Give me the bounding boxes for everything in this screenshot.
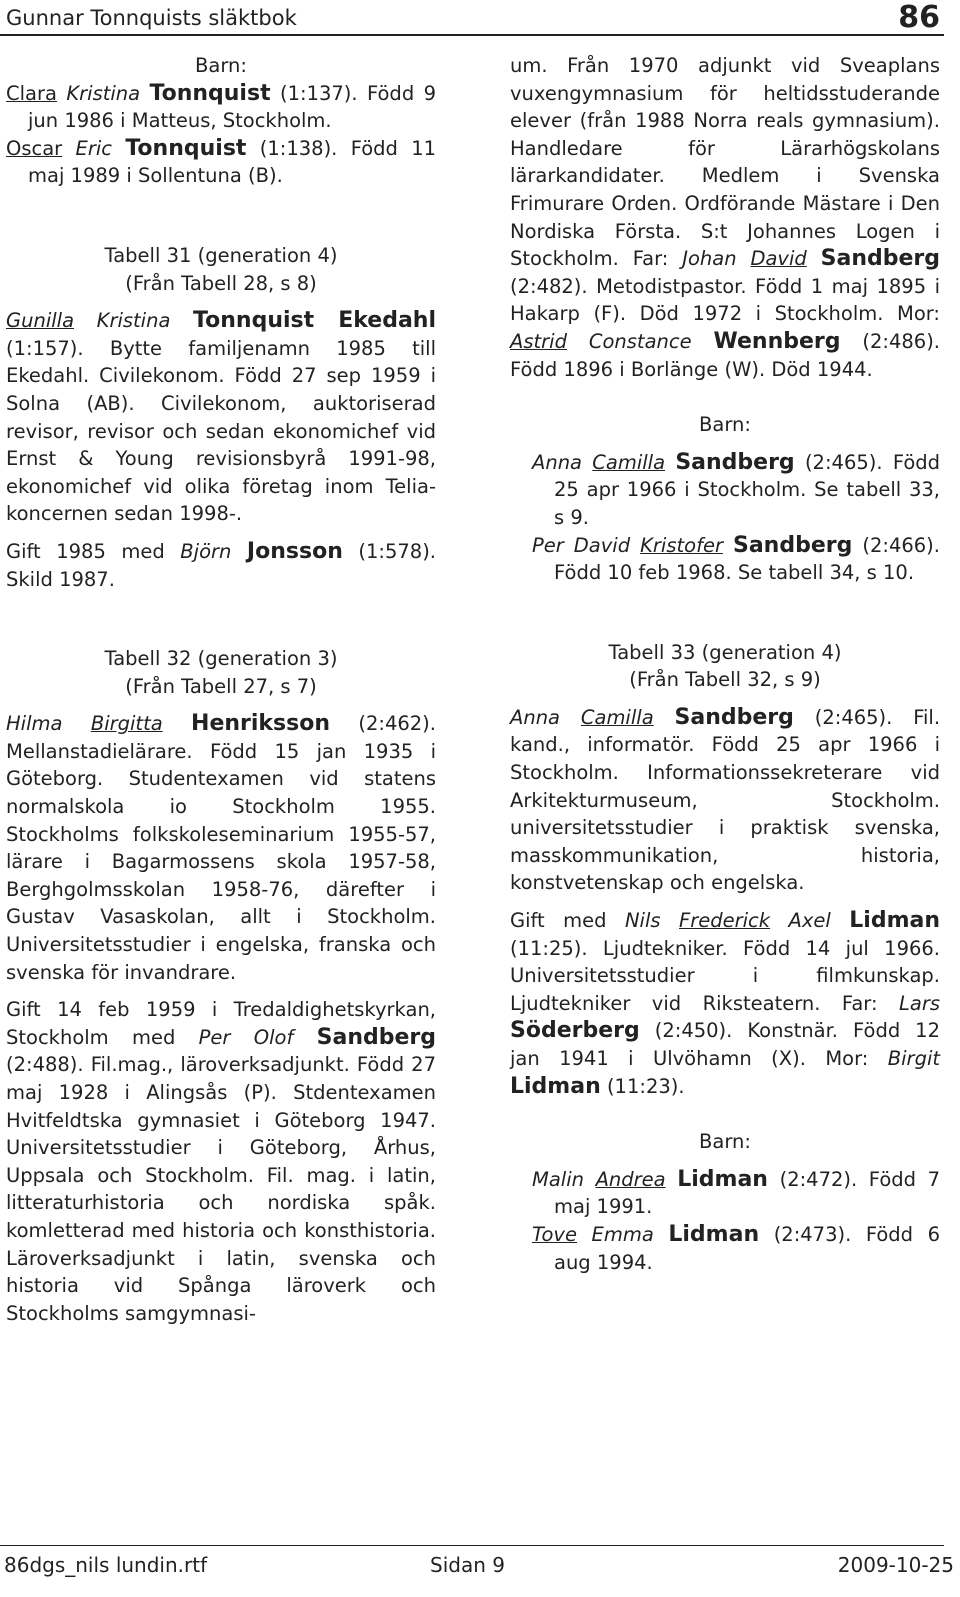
table-33-title: Tabell 33 (generation 4) bbox=[608, 640, 842, 664]
book-title: Gunnar Tonnquists släktbok bbox=[6, 6, 297, 30]
left-column bbox=[6, 52, 436, 1327]
table-33-marriage: Gift med Nils Frederick Axel Lidman (11:25). Ljudtekniker. Född 14 jul 1966. Universitetsstudier i filmkunskap. Ljudtekniker vid Riksteatern. Far: Lars Söderberg (2:450). Konstnär. Född 12 jan 1941 i Ulvöhamn (X). Mor: Birgit Lidman (11:23). bbox=[510, 908, 941, 1099]
table-32-marriage: Gift 14 feb 1959 i Tredaldighetskyrkan, Stockholm med Per Olof Sandberg (2:488). Fil.mag., läroverksadjunkt. Född 27 maj 1928 i Alingsås (P). Stdentexamen Hvitfeldtska gymnasiet i Göteborg 1947. Universitetsstudier i Göteborg, Århus, Uppsala och Stockholm. Fil. mag. i latin, litteraturhistoria och nordiska spåk. komletterad med historia och konsthistoria. Läroverksadjunkt i latin, svenska och historia vid Spånga läroverk och Stockholms samgymnasi- bbox=[6, 998, 436, 1325]
child-entry: Oscar Eric Tonnquist (1:138). Född 11 maj 1989 i Sollentuna (B). bbox=[6, 135, 437, 188]
table-32-title: Tabell 32 (generation 3) bbox=[104, 647, 338, 671]
table-31-from: (Från Tabell 28, s 8) bbox=[125, 271, 317, 295]
table-32-from: (Från Tabell 27, s 7) bbox=[125, 674, 317, 698]
table-32-entry: Hilma Birgitta Henriksson (2:462). Mellanstadielärare. Född 15 jan 1935 i Göteborg. Studentexamen vid statens normalskola io Stockholm 1955. Stockholms folkskoleseminarium 1955-57, lärare i Bagarmossens skola 1957-58, Berghgolmsskolan 1958-76, därefter i Gustav Vasaskolan, allt i Stockholm. Universitetsstudier i engelska, franska och svenska för invandrare. bbox=[6, 711, 436, 984]
footer-date: 2009-10-25 bbox=[837, 1553, 954, 1577]
child-entry: Tove Emma Lidman (2:473). Född 6 aug 1994. bbox=[532, 1221, 941, 1274]
table-33-entry: Anna Camilla Sandberg (2:465). Fil. kand., informatör. Född 25 apr 1966 i Stockholm. Informationssekreterare vid Arkitekturmuseum, Stockholm. universitetsstudier i praktisk svenska, masskommunikation, historia, konstvetenskap och engelska. bbox=[510, 704, 941, 895]
table-31-marriage: Gift 1985 med Björn Jonsson (1:578). Skild 1987. bbox=[6, 538, 437, 591]
footer-filename: 86dgs_nils lundin.rtf bbox=[4, 1553, 208, 1577]
child-entry: Clara Kristina Tonnquist (1:137). Född 9 jun 1986 i Matteus, Stockholm. bbox=[6, 80, 436, 133]
barn-heading: Barn: bbox=[699, 1130, 751, 1154]
child-entry: Malin Andrea Lidman (2:472). Född 7 maj 1991. bbox=[532, 1166, 941, 1219]
continued-text: um. Från 1970 adjunkt vid Sveaplans vuxengymnasium för heltidsstuderande elever (från 1988 Norra reals gymnasium). Handledare för Lärarhögskolans lärarkandidater. Medlem i Svenska Frimurare Orden. Ordförande Mästare i Den Nordiska Första. S:t Johannes Logen i Stockholm. Far: Johan David Sandberg (2:482). Metodistpastor. Född 1 maj 1895 i Hakarp (F). Död 1972 i Stockholm. Mor: Astrid Constance Wennberg (2:486). Född 1896 i Borlänge (W). Död 1944. bbox=[510, 54, 941, 381]
table-33-from: (Från Tabell 32, s 9) bbox=[629, 668, 821, 692]
page-header bbox=[0, 0, 944, 36]
child-entry: Anna Camilla Sandberg (2:465). Född 25 apr 1966 i Stockholm. Se tabell 33, s 9. bbox=[532, 449, 941, 529]
child-entry: Per David Kristofer Sandberg (2:466). Född 10 feb 1968. Se tabell 34, s 10. bbox=[532, 532, 940, 585]
table-31-entry: Gunilla Kristina Tonnquist Ekedahl (1:157). Bytte familjenamn 1985 till Ekedahl. Civilekonom. Född 27 sep 1959 i Solna (AB). Civilekonom, auktoriserad revisor, revisor och sedan ekonomichef vid Ernst & Young revisionsbyrå 1991-98, ekonomichef vid olika företag inom Telia-koncernen sedan 1998-. bbox=[6, 308, 436, 526]
barn-heading: Barn: bbox=[699, 413, 751, 437]
footer-rule bbox=[0, 1545, 944, 1546]
footer-sheet: Sidan 9 bbox=[430, 1553, 505, 1577]
right-column bbox=[510, 52, 940, 1276]
page-number: 86 bbox=[898, 0, 940, 35]
barn-heading: Barn: bbox=[195, 54, 247, 77]
table-31-title: Tabell 31 (generation 4) bbox=[104, 243, 338, 267]
